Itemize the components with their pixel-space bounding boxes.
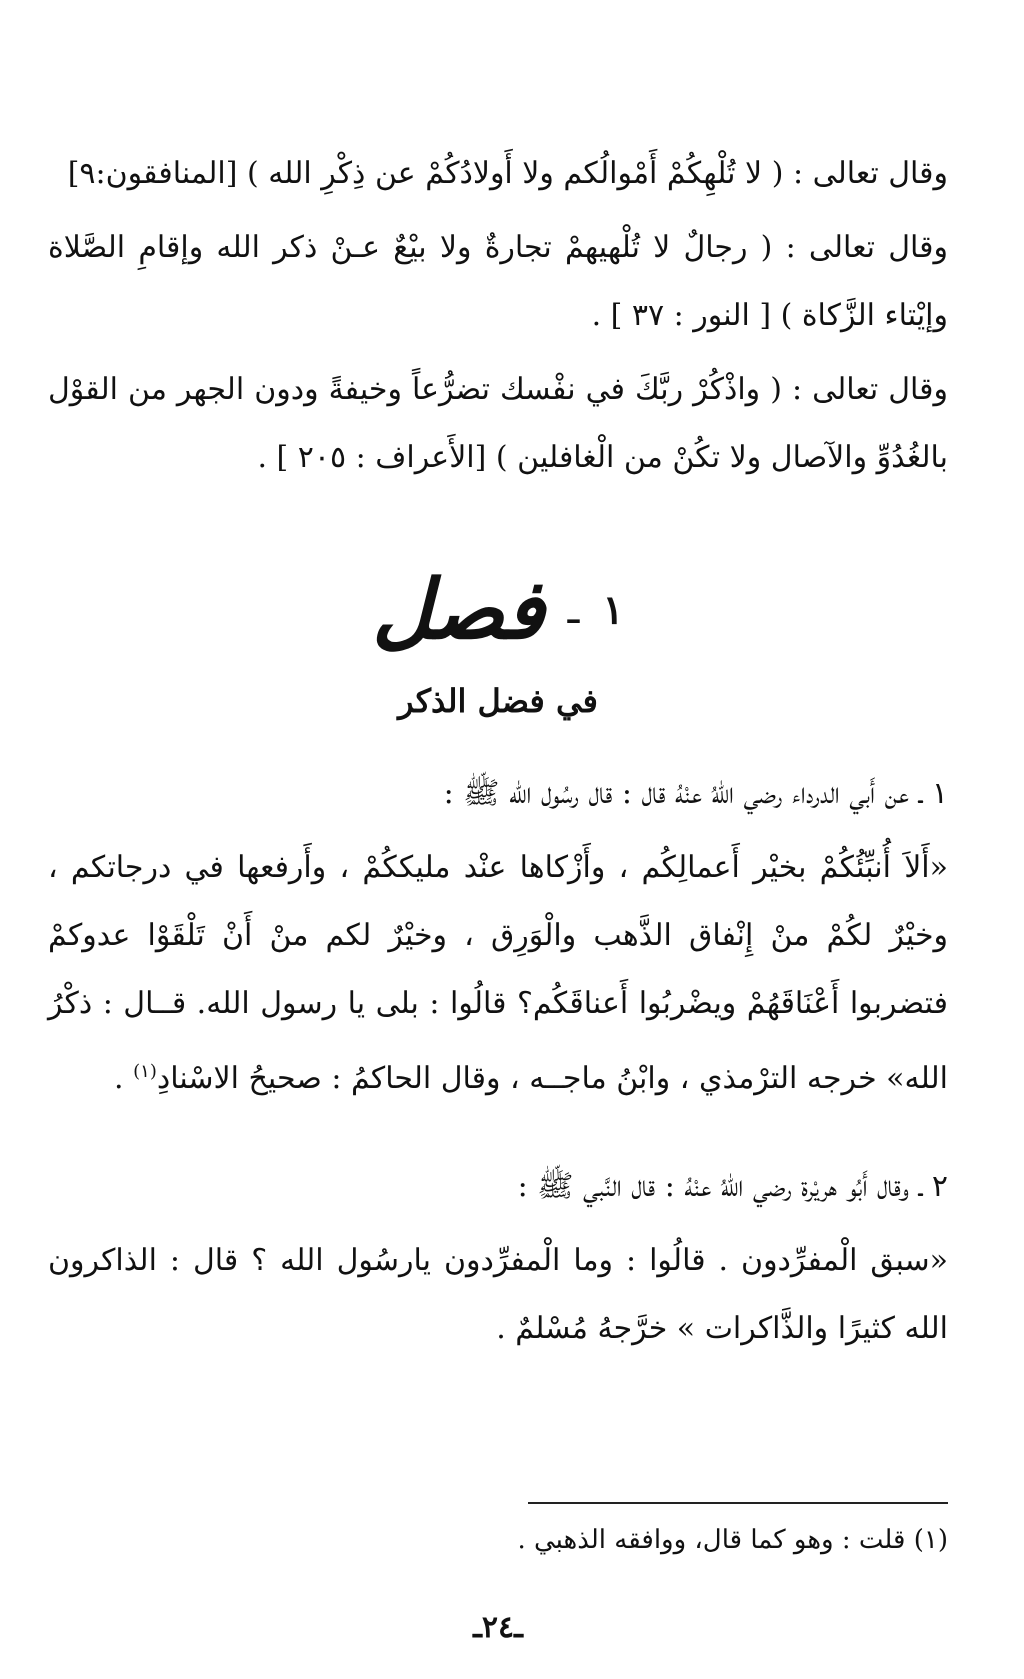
chapter-dash: ـ <box>567 587 580 633</box>
chapter-number: ١ <box>602 586 624 634</box>
page-number: ـ٢٤ـ <box>473 1610 523 1645</box>
chapter-title: فصل <box>372 562 545 658</box>
page-content <box>48 140 948 1645</box>
hadith-2-intro: ٢ ـ وقال أَبُو هريْرة رضي اللهُ عنْهُ : قال النَّبي ﷺ : <box>517 1169 948 1204</box>
hadith-1-body: «أَلاَ أُنبِّئُكُمْ بخيْر أَعمالِكُم ، وأَزْكاها عنْد مليككُمْ ، وأَرفعها في درجاتكم ، وخيْرٌ لكُمْ منْ إِنْفاق الذَّهب والْوَرِق ، وخيْرٌ لكم منْ أَنْ تَلْقَوْا عدوكمْ فتضربوا أَعْنَاقَهُمْ ويضْربُوا أَعناقَكُم؟ قالُوا : بلى يا رسول الله. قــال : ذكْرُ الله» خرجه الترْمذي ، وابْنُ ماجــه ، وقال الحاكمُ : صحيحُ الاسْنادِ <box>48 850 948 1096</box>
hadith-1 <box>48 760 948 1113</box>
footnote-reference: (١) <box>133 1061 157 1082</box>
quran-verses <box>48 140 948 492</box>
footnote-divider <box>528 1502 948 1504</box>
chapter-heading <box>48 562 948 672</box>
chapter-subtitle: في فضل الذكر <box>398 682 598 720</box>
verse-munafiqun: وقال تعالى : ( لا تُلْهِكُمْ أَمْوالُكم ولا أَولادُكُمْ عن ذِكْرِ الله ) [المنافقون:٩] <box>67 156 948 191</box>
hadith-2-text: «سبق الْمفرِّدون . قالُوا : وما الْمفرِّدون يارسُول الله ؟ قال : الذاكرون الله كثيرًا والذَّاكرات » خرَّجهُ مُسْلمٌ . <box>48 1243 948 1346</box>
verse-araf: وقال تعالى : ( واذْكُرْ ربَّكَ في نفْسك تضرُّعاً وخيفةً ودون الجهر من القوْل بالغُدُوِّ والآصال ولا تكُنْ من الْغافلين ) [الأَعراف : ٢٠٥ ] . <box>48 372 948 475</box>
hadith-1-intro: ١ ـ عن أَبي الدرداء رضي اللهُ عنْهُ قال : قال رسُول الله ﷺ : <box>443 776 948 811</box>
hadith-1-end: . <box>114 1061 124 1096</box>
hadith-1-text <box>48 834 948 1113</box>
verse-nur: وقال تعالى : ( رجالٌ لا تُلْهيهمْ تجارةٌ ولا بيْعٌ عـنْ ذكر الله وإقامِ الصَّلاة وإيْتاء الزَّكاة ) [ النور : ٣٧ ] . <box>48 230 948 333</box>
footnote: (١) قلت : وهو كما قال، ووافقه الذهبي . <box>517 1525 948 1555</box>
hadith-2 <box>48 1153 948 1363</box>
